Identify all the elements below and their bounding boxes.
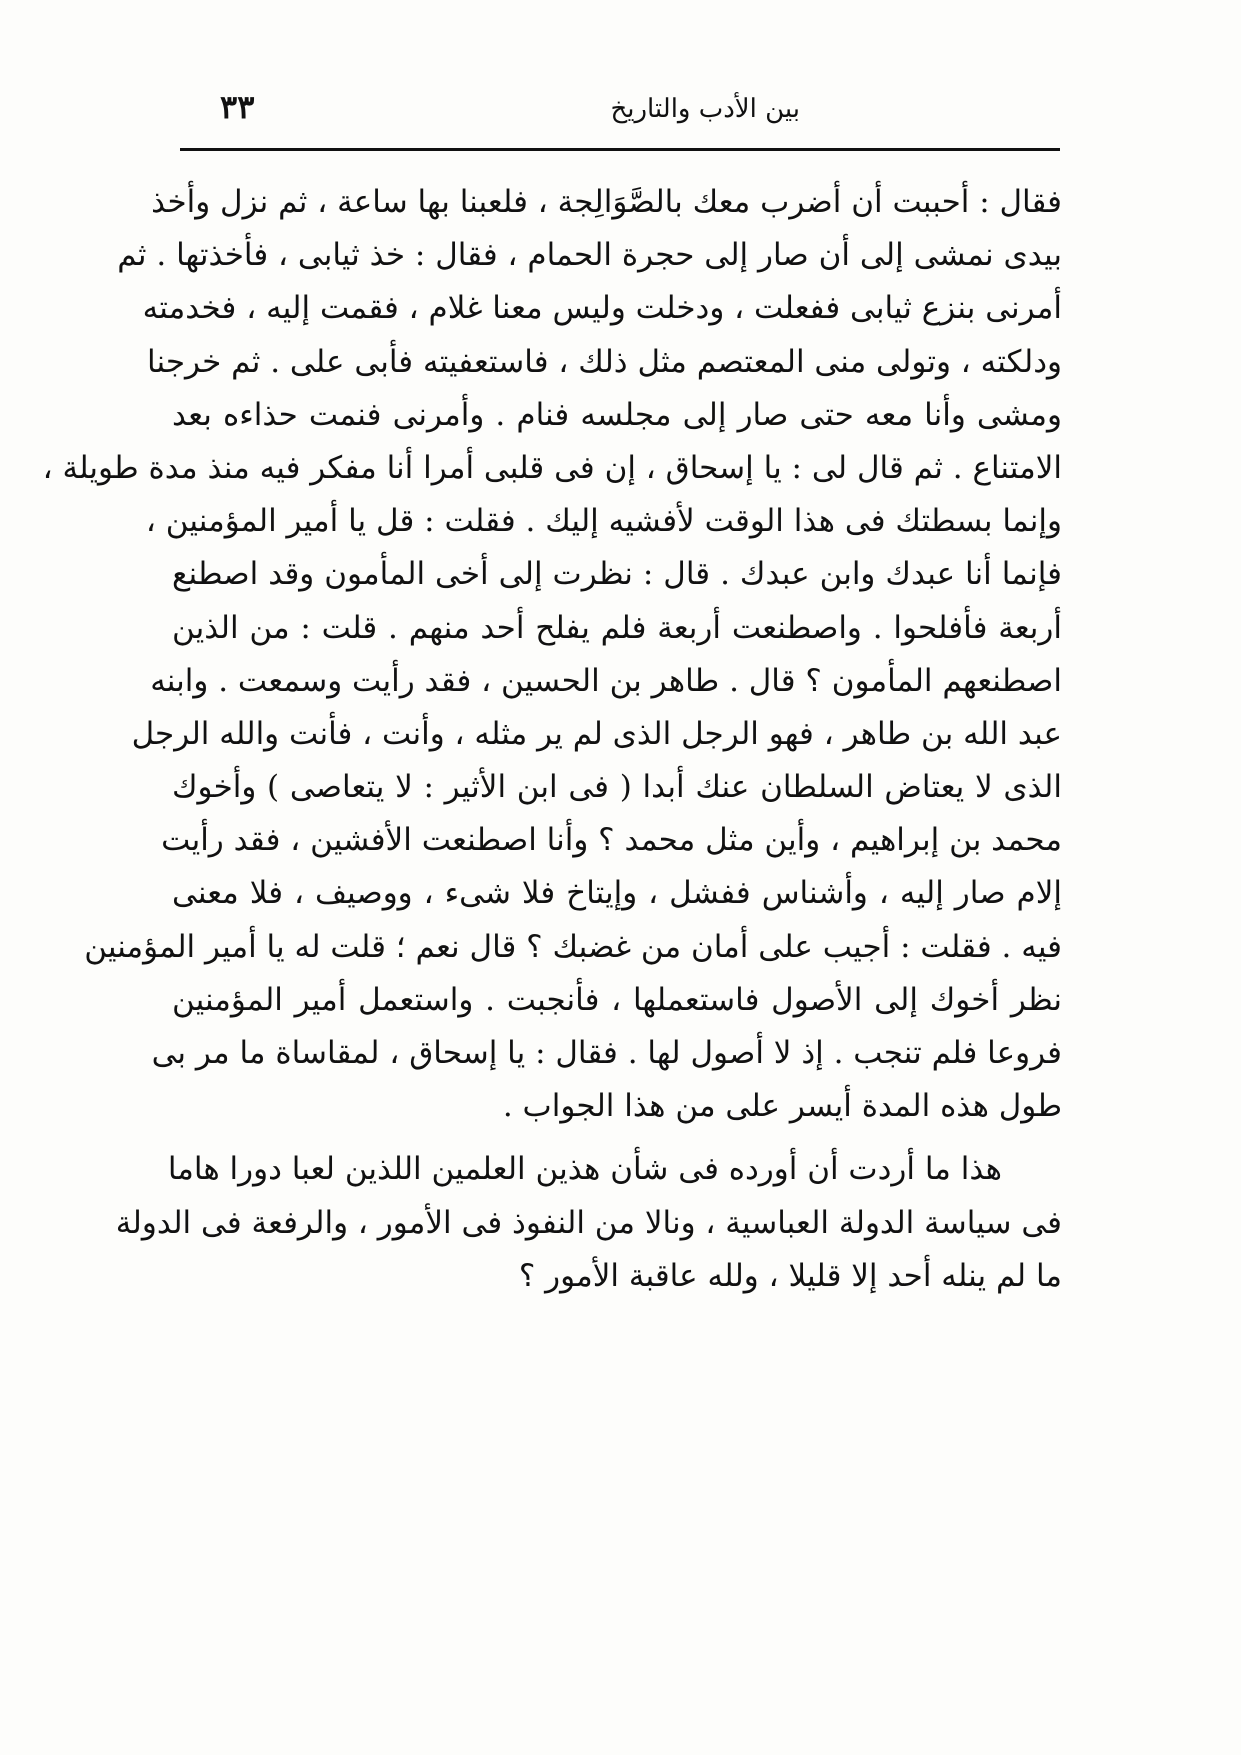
- page-number: ٣٣: [220, 88, 255, 126]
- text-line: فقال : أحببت أن أضرب معك بالصَّوَالِجة ، فلعبنا بها ساعة ، ثم نزل وأخذ: [151, 184, 1062, 220]
- text-line: عبد الله بن طاهر ، فهو الرجل الذى لم ير مثله ، وأنت ، فأنت والله الرجل: [131, 715, 1062, 752]
- text-line: الذى لا يعتاض السلطان عنك أبدا ( فى ابن الأثير : لا يتعاصى ) وأخوك: [172, 769, 1062, 806]
- text-line: طول هذه المدة أيسر على من هذا الجواب .: [502, 1088, 1062, 1125]
- running-title: بين الأدب والتاريخ: [610, 94, 800, 124]
- text-line: فإنما أنا عبدك وابن عبدك . قال : نظرت إلى أخى المأمون وقد اصطنع: [172, 556, 1062, 593]
- paragraph-gap: [172, 1133, 1062, 1143]
- text-line: اصطنعهم المأمون ؟ قال . طاهر بن الحسين ، فقد رأيت وسمعت . وابنه: [150, 662, 1062, 699]
- text-line: محمد بن إبراهيم ، وأين مثل محمد ؟ وأنا اصطنعت الأفشين ، فقد رأيت: [161, 822, 1062, 859]
- text-line: نظر أخوك إلى الأصول فاستعملها ، فأنجبت . واستعمل أمير المؤمنين: [172, 981, 1062, 1018]
- text-line: فى سياسة الدولة العباسية ، ونالا من النفوذ فى الأمور ، والرفعة فى الدولة: [115, 1204, 1062, 1241]
- text-line: ودلكته ، وتولى منى المعتصم مثل ذلك ، فاستعفيته فأبى على . ثم خرجنا: [147, 343, 1062, 380]
- text-line: إلام صار إليه ، وأشناس ففشل ، وإيتاخ فلا شىء ، ووصيف ، فلا معنى: [172, 875, 1062, 912]
- text-line: ما لم ينله أحد إلا قليلا ، ولله عاقبة الأمور ؟: [518, 1257, 1062, 1294]
- text-line: وإنما بسطتك فى هذا الوقت لأفشيه إليك . فقلت : قل يا أمير المؤمنين ،: [145, 503, 1062, 540]
- text-line: فيه . فقلت : أجيب على أمان من غضبك ؟ قال نعم ؛ قلت له يا أمير المؤمنين: [84, 928, 1062, 965]
- text-line: أمرنى بنزع ثيابى ففعلت ، ودخلت وليس معنا غلام ، فقمت إليه ، فخدمته: [142, 290, 1062, 327]
- running-header: [180, 88, 1060, 148]
- text-line: هذا ما أردت أن أورده فى شأن هذين العلمين اللذين لعبا دورا هاما: [167, 1151, 1002, 1188]
- text-line: ومشى وأنا معه حتى صار إلى مجلسه فنام . وأمرنى فنمت حذاءه بعد: [172, 396, 1062, 433]
- text-line: الامتناع . ثم قال لى : يا إسحاق ، إن فى قلبى أمرا أنا مفكر فيه منذ مدة طويلة ،: [42, 449, 1062, 486]
- text-line: فروعا فلم تنجب . إذ لا أصول لها . فقال : يا إسحاق ، لمقاساة ما مر بى: [151, 1035, 1062, 1071]
- header-divider: [180, 148, 1060, 151]
- text-line: أربعة فأفلحوا . واصطنعت أربعة فلم يفلح أحد منهم . قلت : من الذين: [172, 609, 1062, 646]
- main-text: [42, 176, 1062, 1303]
- text-line: بيدى نمشى إلى أن صار إلى حجرة الحمام ، فقال : خذ ثيابى ، فأخذتها . ثم: [117, 237, 1062, 274]
